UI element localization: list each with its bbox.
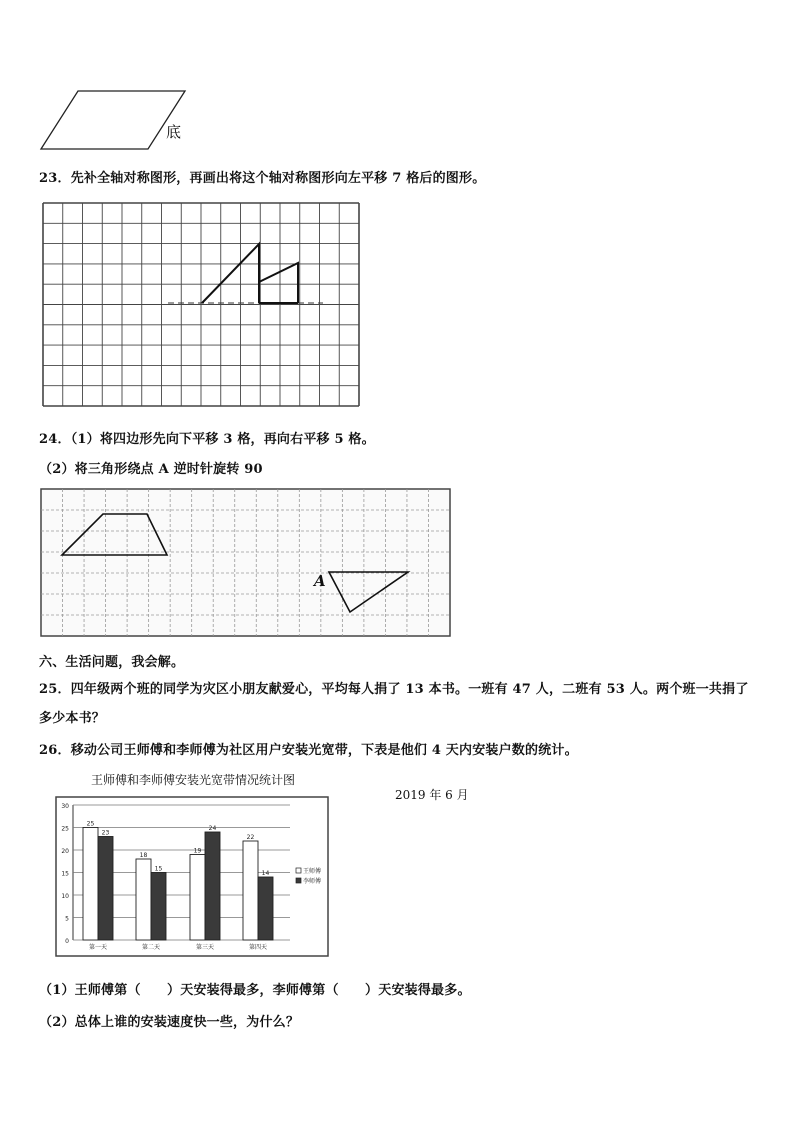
chart-title: 王师傅和李师傅安装光宽带情况统计图: [91, 773, 296, 787]
bar-value-label: 19: [193, 847, 202, 855]
x-tick-label: 第四天: [248, 944, 268, 951]
bar-value-label: 24: [208, 825, 217, 832]
bar-wang: [83, 828, 98, 941]
legend-swatch: [296, 868, 301, 873]
bar-li: [151, 873, 166, 941]
chart-date: 2019 年 6 月: [395, 788, 469, 802]
bar-li: [205, 832, 220, 940]
x-tick-label: 第一天: [88, 944, 108, 951]
bar-value-label: 18: [139, 852, 148, 859]
bar-wang: [190, 855, 205, 941]
x-tick-label: 第二天: [141, 944, 161, 951]
question-25-line1: 25．四年级两个班的同学为灾区小朋友献爱心，平均每人捐了 13 本书。一班有 47 人，二班有 53 人。两个班一共捐了: [39, 682, 749, 697]
base-label: 底: [166, 123, 182, 141]
section-6-title: 六、生活问题，我会解。: [39, 655, 185, 670]
bar-value-label: 14: [261, 870, 270, 877]
bar-wang: [136, 859, 151, 940]
question-26-sub1: （1）王师傅第（ ）天安装得最多，李师傅第（ ）天安装得最多。: [39, 983, 471, 998]
question-24-part2: （2）将三角形绕点 A 逆时针旋转 90: [39, 462, 263, 477]
legend-label: 李师傅: [303, 878, 322, 885]
point-a-label: A: [314, 572, 326, 590]
question-25-line2: 多少本书？: [39, 711, 106, 726]
bar-li: [98, 837, 113, 941]
bar-value-label: 23: [101, 829, 110, 837]
y-tick-label: 30: [61, 803, 69, 810]
bar-value-label: 15: [154, 865, 163, 873]
y-tick-label: 10: [61, 893, 69, 900]
y-tick-label: 0: [65, 938, 69, 945]
x-tick-label: 第三天: [195, 944, 215, 951]
y-tick-label: 25: [61, 825, 69, 833]
question-24-part1: 24．（1）将四边形先向下平移 3 格，再向右平移 5 格。: [39, 432, 375, 447]
question-23: 23．先补全轴对称图形，再画出将这个轴对称图形向左平移 7 格后的图形。: [39, 171, 486, 186]
bar-value-label: 25: [86, 820, 95, 828]
y-tick-label: 20: [61, 848, 69, 855]
y-tick-label: 5: [65, 915, 69, 923]
bar-wang: [243, 841, 258, 940]
bar-value-label: 22: [246, 834, 255, 841]
legend-label: 王师傅: [303, 868, 322, 875]
y-tick-label: 15: [61, 870, 69, 878]
question-26-sub2: （2）总体上谁的安装速度快一些，为什么？: [39, 1015, 300, 1030]
legend-swatch: [296, 878, 301, 883]
question-26: 26．移动公司王师傅和李师傅为社区用户安装光宽带，下表是他们 4 天内安装户数的统计。: [39, 743, 578, 758]
bar-li: [258, 877, 273, 940]
